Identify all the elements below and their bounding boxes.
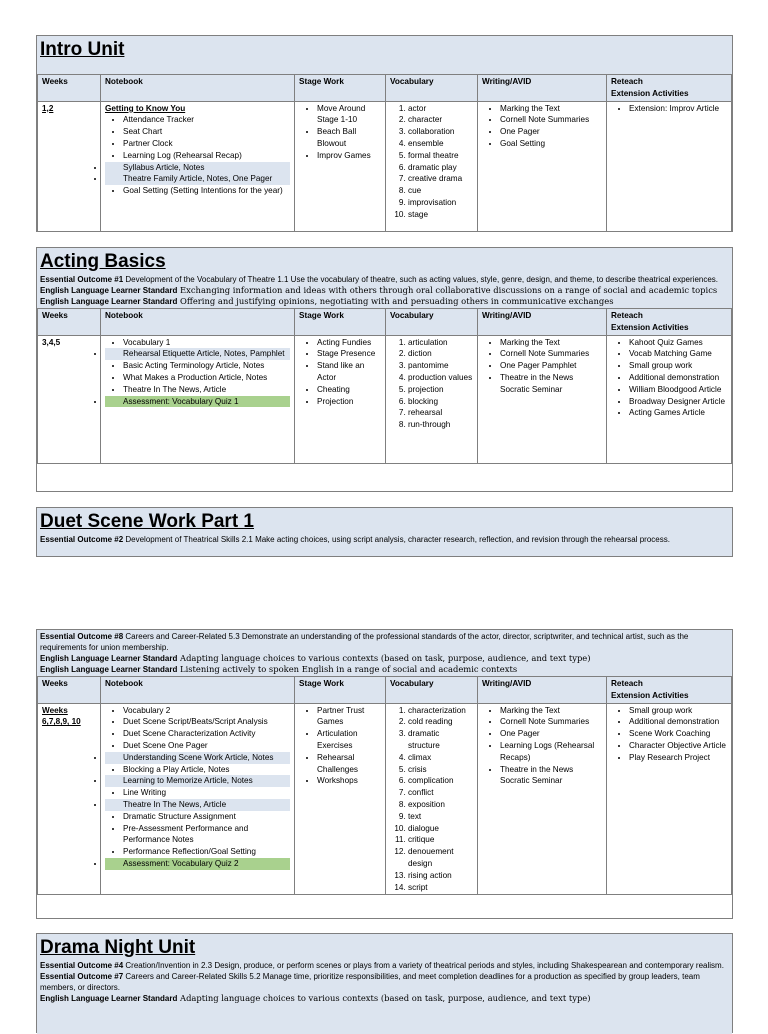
reteach-cell <box>607 101 732 231</box>
list-item: • Blocking a Play Article, Notes <box>123 764 290 776</box>
list-item: • Syllabus Article, Notes <box>105 162 290 174</box>
list-item: • Marking the Text <box>500 337 602 349</box>
list-item: • Marking the Text <box>500 705 602 717</box>
stage-work-cell <box>295 335 386 463</box>
list-item: • Learning Log (Rehearsal Recap) <box>123 150 290 162</box>
col-writing-avid: Writing/AVID <box>478 677 607 704</box>
notebook-cell <box>101 335 295 463</box>
list-item: 12. denouement design <box>408 846 473 870</box>
list-item: • Goal Setting <box>500 138 602 150</box>
list-item: • Duet Scene One Pager <box>123 740 290 752</box>
ell-standard: English Language Learner Standard Offering and justifying opinions, negotiating with and persuading others in communicative exchanges <box>40 296 614 306</box>
list-item: • William Bloodgood Article <box>629 384 727 396</box>
list-item: • Vocabulary 1 <box>123 337 290 349</box>
col-reteach: Reteach Extension Activities <box>607 677 732 704</box>
reteach-cell <box>607 703 732 895</box>
list-item: • Basic Acting Terminology Article, Notes <box>123 360 290 372</box>
list-item: • Small group work <box>629 360 727 372</box>
essential-outcome: Essential Outcome #7 Careers and Career-Related Skills 5.2 Manage time, prioritize responsibilities, and meet completion deadlines for a production as specified by group leaders, team members, or directors. <box>40 972 700 992</box>
acting-basics-title: Acting Basics <box>40 251 166 272</box>
essential-outcome: Essential Outcome #1 Development of the Vocabulary of Theatre 1.1 Use the vocabulary of theatre, such as acting values, style, genre, design, and theme, to describe theatrical experiences. <box>40 275 719 284</box>
col-notebook: Notebook <box>101 75 295 102</box>
writing-cell <box>478 335 607 463</box>
list-item: 7. conflict <box>408 787 473 799</box>
list-item: 7. creative drama <box>408 173 473 185</box>
list-item: • Marking the Text <box>500 103 602 115</box>
ell-standard: English Language Learner Standard Listening actively to spoken English in a range of social and academic contexts <box>40 664 518 674</box>
list-item: 3. dramatic structure <box>408 728 473 752</box>
list-item: • Broadway Designer Article <box>629 396 727 408</box>
list-item: • Rehearsal Etiquette Article, Notes, Pamphlet <box>105 348 290 360</box>
list-item: • Improv Games <box>317 150 381 162</box>
intro-header-row <box>38 75 732 102</box>
list-item: 3. pantomime <box>408 360 473 372</box>
stage-work-cell <box>295 703 386 895</box>
ell-standard: English Language Learner Standard Adapting language choices to various contexts (based on task, purpose, audience, and text type) <box>40 653 591 663</box>
list-item: • Vocab Matching Game <box>629 348 727 360</box>
table-row <box>38 335 732 463</box>
col-stage-work: Stage Work <box>295 75 386 102</box>
list-item: • Understanding Scene Work Article, Notes <box>105 752 290 764</box>
list-item: • Assessment: Vocabulary Quiz 1 <box>105 396 290 408</box>
col-notebook: Notebook <box>101 309 295 336</box>
essential-outcome: Essential Outcome #8 Careers and Career-Related 5.3 Demonstrate an understanding of the professional standards of the actor, director, scriptwriter, and technical artist, such as the requirements for union membership. <box>40 632 689 652</box>
list-item: • Theatre Family Article, Notes, One Pager <box>105 173 290 185</box>
list-item: • Attendance Tracker <box>123 114 290 126</box>
list-item: • Articulation Exercises <box>317 728 381 752</box>
list-item: • One Pager <box>500 126 602 138</box>
list-item: • Learning to Memorize Article, Notes <box>105 775 290 787</box>
duet-scene-table <box>37 676 732 895</box>
col-notebook: Notebook <box>101 677 295 704</box>
list-item: • Cornell Note Summaries <box>500 114 602 126</box>
list-item: • Rehearsal Challenges <box>317 752 381 776</box>
weeks-cell: Weeks 6,7,8,9, 10 <box>38 703 101 895</box>
list-item: • Duet Scene Script/Beats/Script Analysis <box>123 716 290 728</box>
list-item: 6. blocking <box>408 396 473 408</box>
notebook-cell <box>101 703 295 895</box>
list-item: 1. actor <box>408 103 473 115</box>
list-item: • Line Writing <box>123 787 290 799</box>
acting-basics-block <box>36 247 733 492</box>
duet-scene-continued-block <box>36 629 733 919</box>
list-item: • Cheating <box>317 384 381 396</box>
col-weeks: Weeks <box>38 677 101 704</box>
col-vocabulary: Vocabulary <box>386 677 478 704</box>
col-writing-avid: Writing/AVID <box>478 309 607 336</box>
list-item: 4. ensemble <box>408 138 473 150</box>
list-item: • Theatre in the News Socratic Seminar <box>500 372 602 396</box>
list-item: • Theatre In The News, Article <box>123 384 290 396</box>
stage-work-cell <box>295 101 386 231</box>
col-stage-work: Stage Work <box>295 677 386 704</box>
notebook-heading: Getting to Know You <box>105 103 186 113</box>
list-item: 5. projection <box>408 384 473 396</box>
list-item: • Cornell Note Summaries <box>500 716 602 728</box>
list-item: • Beach Ball Blowout <box>317 126 381 150</box>
col-vocabulary: Vocabulary <box>386 309 478 336</box>
list-item: • Play Research Project <box>629 752 727 764</box>
acting-basics-table <box>37 308 732 464</box>
intro-unit-header <box>37 36 732 74</box>
list-item: • Stand like an Actor <box>317 360 381 384</box>
list-item: 8. cue <box>408 185 473 197</box>
list-item: • Dramatic Structure Assignment <box>123 811 290 823</box>
col-weeks: Weeks <box>38 75 101 102</box>
list-item: • Vocabulary 2 <box>123 705 290 717</box>
col-reteach: Reteach Extension Activities <box>607 75 732 102</box>
table-row <box>38 703 732 895</box>
drama-night-title: Drama Night Unit <box>40 937 196 958</box>
list-item: • Small group work <box>629 705 727 717</box>
list-item: • Acting Fundies <box>317 337 381 349</box>
weeks-cell: 1,2 <box>38 101 101 231</box>
list-item: • What Makes a Production Article, Notes <box>123 372 290 384</box>
list-item: 7. rehearsal <box>408 407 473 419</box>
list-item: 4. climax <box>408 752 473 764</box>
table-row <box>38 101 732 231</box>
intro-unit-table <box>37 74 732 232</box>
list-item: • Partner Trust Games <box>317 705 381 729</box>
weeks-cell: 3,4,5 <box>38 335 101 463</box>
essential-outcome: Essential Outcome #2 Development of Theatrical Skills 2.1 Make acting choices, using script analysis, character research, reflection, and revision through the rehearsal process. <box>40 535 670 544</box>
list-item: 6. complication <box>408 775 473 787</box>
list-item: • One Pager Pamphlet <box>500 360 602 372</box>
list-item: • Cornell Note Summaries <box>500 348 602 360</box>
list-item: • Theatre in the News Socratic Seminar <box>500 764 602 788</box>
list-item: 2. cold reading <box>408 716 473 728</box>
list-item: 5. crisis <box>408 764 473 776</box>
list-item: • Workshops <box>317 775 381 787</box>
notebook-cell <box>101 101 295 231</box>
writing-cell <box>478 101 607 231</box>
col-reteach: Reteach Extension Activities <box>607 309 732 336</box>
list-item: 2. diction <box>408 348 473 360</box>
list-item: • Move Around Stage 1-10 <box>317 103 381 127</box>
list-item: 13. rising action <box>408 870 473 882</box>
list-item: • Duet Scene Characterization Activity <box>123 728 290 740</box>
list-item: 6. dramatic play <box>408 162 473 174</box>
list-item: • Assessment: Vocabulary Quiz 2 <box>105 858 290 870</box>
list-item: 10. dialogue <box>408 823 473 835</box>
list-item: • Theatre In The News, Article <box>105 799 290 811</box>
list-item: • Additional demonstration <box>629 372 727 384</box>
list-item: 1. characterization <box>408 705 473 717</box>
col-weeks: Weeks <box>38 309 101 336</box>
list-item: • Kahoot Quiz Games <box>629 337 727 349</box>
list-item: 9. text <box>408 811 473 823</box>
list-item: • Stage Presence <box>317 348 381 360</box>
list-item: • Seat Chart <box>123 126 290 138</box>
list-item: 2. character <box>408 114 473 126</box>
list-item: 5. formal theatre <box>408 150 473 162</box>
ell-standard: English Language Learner Standard Adapting language choices to various contexts (based on task, purpose, audience, and text type) <box>40 993 591 1003</box>
list-item: • Goal Setting (Setting Intentions for the year) <box>123 185 290 197</box>
list-item: 11. critique <box>408 834 473 846</box>
acting-header-row <box>38 309 732 336</box>
drama-night-block <box>36 933 733 1033</box>
list-item: • One Pager <box>500 728 602 740</box>
list-item: 9. improvisation <box>408 197 473 209</box>
reteach-cell <box>607 335 732 463</box>
list-item: • Additional demonstration <box>629 716 727 728</box>
vocabulary-cell <box>386 335 478 463</box>
col-writing-avid: Writing/AVID <box>478 75 607 102</box>
vocabulary-cell <box>386 101 478 231</box>
list-item: 8. run-through <box>408 419 473 431</box>
list-item: • Character Objective Article <box>629 740 727 752</box>
col-stage-work: Stage Work <box>295 309 386 336</box>
duet-scene-header <box>37 508 732 556</box>
list-item: • Partner Clock <box>123 138 290 150</box>
list-item: • Acting Games Article <box>629 407 727 419</box>
list-item: • Pre-Assessment Performance and Performance Notes <box>123 823 290 847</box>
acting-basics-header <box>37 248 732 308</box>
list-item: 14. script <box>408 882 473 894</box>
list-item: 4. production values <box>408 372 473 384</box>
drama-night-header <box>37 934 732 1034</box>
list-item: 1. articulation <box>408 337 473 349</box>
duet-scene-title: Duet Scene Work Part 1 <box>40 511 255 532</box>
vocabulary-cell <box>386 703 478 895</box>
col-vocabulary: Vocabulary <box>386 75 478 102</box>
list-item: • Projection <box>317 396 381 408</box>
duet-scene-block <box>36 507 733 557</box>
list-item: • Extension: Improv Article <box>629 103 727 115</box>
essential-outcome: Essential Outcome #4 Creation/Invention in 2.3 Design, produce, or perform scenes or plays from a variety of theatrical periods and styles, including Shakespearean and contemporary realism. <box>40 961 724 970</box>
writing-cell <box>478 703 607 895</box>
intro-unit-block <box>36 35 733 232</box>
duet-header-row <box>38 677 732 704</box>
list-item: • Scene Work Coaching <box>629 728 727 740</box>
list-item: 8. exposition <box>408 799 473 811</box>
duet-continued-header <box>37 630 732 676</box>
list-item: 3. collaboration <box>408 126 473 138</box>
list-item: 10. stage <box>408 209 473 221</box>
list-item: • Learning Logs (Rehearsal Recaps) <box>500 740 602 764</box>
intro-unit-title: Intro Unit <box>40 39 125 60</box>
ell-standard: English Language Learner Standard Exchanging information and ideas with others through oral collaborative discussions on a range of social and academic topics <box>40 285 718 295</box>
list-item: • Performance Reflection/Goal Setting <box>123 846 290 858</box>
